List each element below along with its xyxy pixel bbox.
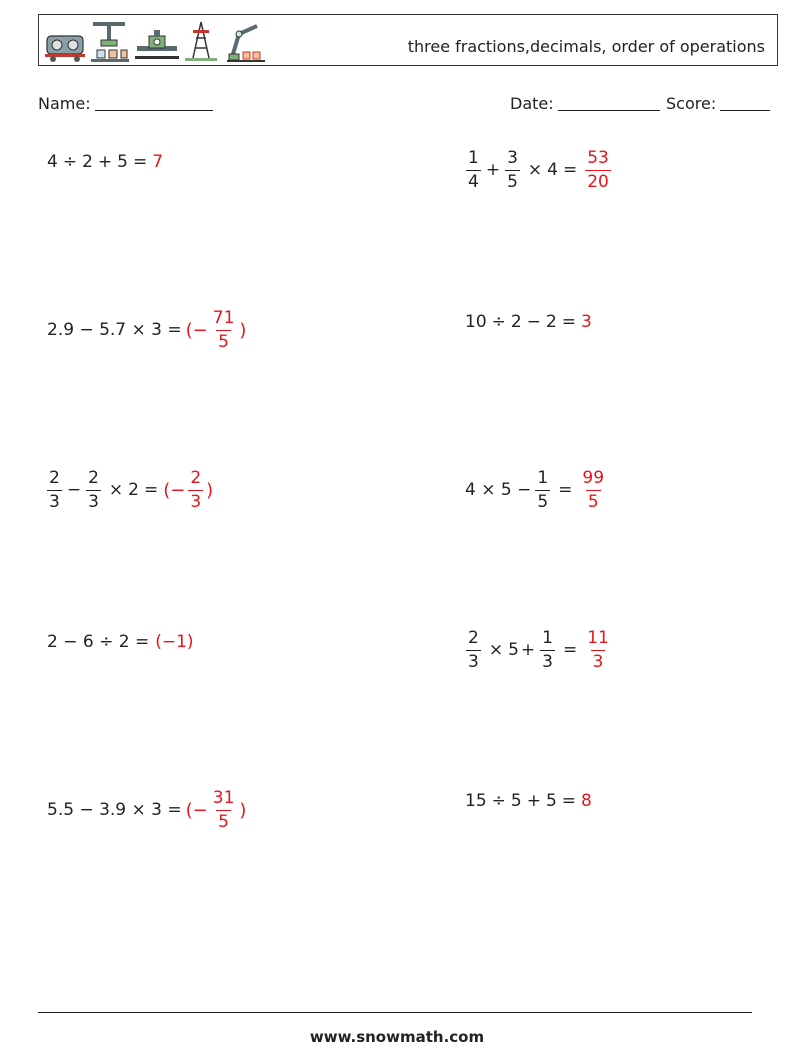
answer: (−1) <box>155 632 194 652</box>
math-token: = <box>561 791 577 811</box>
math-token: 5 <box>508 640 519 660</box>
problem-7 <box>47 612 194 672</box>
answer <box>185 787 247 832</box>
math-token: × <box>108 480 124 500</box>
math-token: ÷ <box>491 312 506 332</box>
problem-10 <box>465 771 592 831</box>
problem-4 <box>465 292 592 352</box>
math-token: 1 <box>537 467 549 488</box>
math-token: (− <box>185 799 208 821</box>
math-token: 2 <box>190 467 202 488</box>
footer-divider <box>38 1012 752 1013</box>
math-token: = <box>562 160 578 180</box>
math-token: × <box>527 160 543 180</box>
answer <box>582 627 614 672</box>
math-token: 53 <box>587 147 609 168</box>
fraction <box>466 627 481 672</box>
math-token: × <box>488 640 504 660</box>
math-token: 5 <box>507 171 518 192</box>
math-token: 3 <box>592 651 604 672</box>
problem-3 <box>47 300 246 360</box>
math-token: 20 <box>587 171 609 192</box>
math-token: (− <box>185 319 208 341</box>
math-token: = <box>561 312 577 332</box>
fraction <box>86 467 101 512</box>
answer: 7 <box>152 152 164 172</box>
fraction <box>211 307 237 352</box>
robot-arm-icon <box>227 26 265 62</box>
math-token: 3 <box>507 147 518 168</box>
math-token: 3 <box>542 651 553 672</box>
fraction <box>211 787 237 832</box>
math-token: 2 <box>88 467 99 488</box>
math-token: 99 <box>582 467 605 488</box>
worksheet-title: three fractions,decimals, order of operations <box>407 37 765 56</box>
problem-1 <box>47 132 163 192</box>
math-token: ÷ <box>62 152 78 172</box>
math-token: = <box>132 152 148 172</box>
math-token: 2 <box>545 312 557 332</box>
math-token: 11 <box>587 627 609 648</box>
score-label: Score: <box>666 94 717 113</box>
answer <box>163 467 214 512</box>
math-token: 15 <box>465 791 487 811</box>
math-token: + <box>520 640 536 660</box>
name-field[interactable] <box>38 94 213 113</box>
pipe-valve-icon <box>135 30 179 59</box>
name-label: Name: <box>38 94 91 113</box>
math-token: 4 <box>547 160 558 180</box>
press-machine-icon <box>91 22 129 62</box>
math-token: 31 <box>212 787 235 808</box>
problem-5 <box>44 460 213 520</box>
power-tower-icon <box>185 22 217 61</box>
math-token: ÷ <box>491 791 506 811</box>
fraction <box>47 467 62 512</box>
math-token: 2 <box>49 467 60 488</box>
math-token: ) <box>239 799 247 821</box>
fraction <box>535 467 550 512</box>
date-line <box>558 110 660 111</box>
math-token: 5.5 − 3.9 × 3 = <box>47 800 182 820</box>
score-line <box>720 110 770 111</box>
fraction <box>505 147 520 192</box>
math-token: = <box>558 480 573 500</box>
math-token: 2.9 − 5.7 × 3 = <box>47 320 182 340</box>
math-token: 1 <box>542 627 553 648</box>
math-token: 4 <box>47 152 58 172</box>
math-token: 5 <box>545 791 557 811</box>
math-token: + <box>526 791 541 811</box>
math-token: 4 <box>468 171 479 192</box>
math-token: 71 <box>212 307 235 328</box>
tank-wagon-icon <box>45 36 85 62</box>
score-field[interactable] <box>666 94 770 113</box>
math-token: 3 <box>190 491 202 512</box>
fraction <box>466 147 481 192</box>
math-token: 5 <box>117 152 128 172</box>
answer: 8 <box>581 791 592 811</box>
math-token: (− <box>163 479 186 501</box>
math-token: 5 <box>587 491 599 512</box>
math-token: 2 <box>468 627 479 648</box>
date-field[interactable] <box>510 94 660 113</box>
problem-9 <box>47 780 246 840</box>
math-token: ) <box>206 479 214 501</box>
footer-site-link[interactable]: www.snowmath.com <box>309 1028 485 1046</box>
math-token: 1 <box>468 147 479 168</box>
math-token: 2 <box>82 152 93 172</box>
math-token: 3 <box>49 491 60 512</box>
industry-icons-strip <box>43 18 269 64</box>
math-token: − <box>66 480 82 500</box>
math-token: 3 <box>88 491 99 512</box>
math-token: = <box>562 640 578 660</box>
math-token: ) <box>239 319 247 341</box>
math-token: + <box>97 152 113 172</box>
name-line <box>95 110 213 111</box>
answer <box>185 307 247 352</box>
math-token: 5 <box>218 811 229 832</box>
math-token: 2 <box>128 480 139 500</box>
fraction <box>188 467 203 512</box>
math-token: 10 <box>465 312 487 332</box>
math-token: 5 <box>510 791 522 811</box>
fraction <box>585 627 611 672</box>
math-token: = <box>143 480 159 500</box>
math-token: + <box>485 160 501 180</box>
math-token: 2 <box>510 312 522 332</box>
fraction <box>585 147 611 192</box>
fraction <box>580 467 606 512</box>
worksheet-header <box>38 14 778 66</box>
problem-6 <box>465 460 609 520</box>
math-token: 4 × 5 − <box>465 480 532 500</box>
math-token: − <box>526 312 541 332</box>
answer: 3 <box>581 312 592 332</box>
math-token: 5 <box>218 331 229 352</box>
math-token: 3 <box>468 651 479 672</box>
math-token: 5 <box>537 491 549 512</box>
date-label: Date: <box>510 94 554 113</box>
problem-8 <box>463 620 614 680</box>
problem-2 <box>463 140 614 200</box>
math-token: 2 − 6 ÷ 2 = <box>47 632 150 652</box>
answer <box>577 467 609 512</box>
fraction <box>540 627 555 672</box>
answer <box>582 147 614 192</box>
